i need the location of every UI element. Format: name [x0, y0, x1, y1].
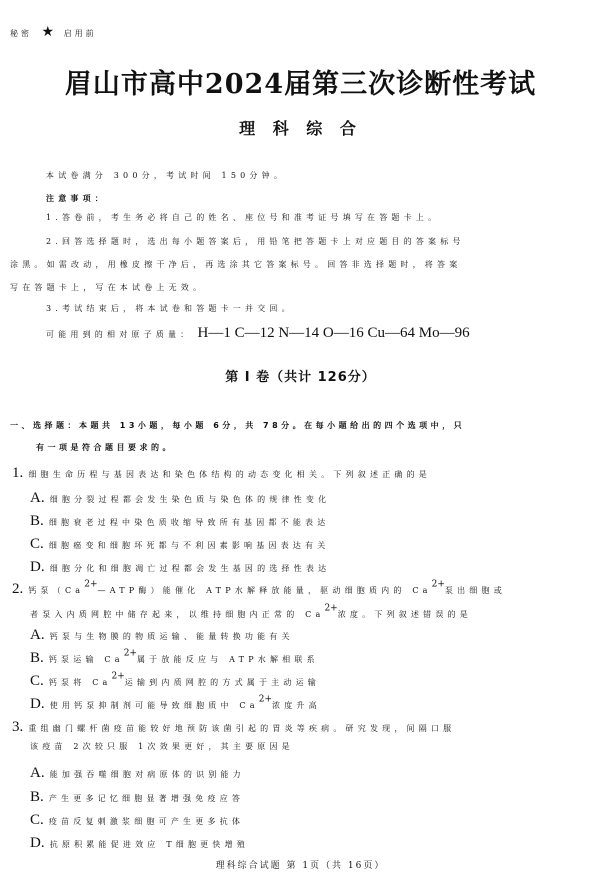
atomic-values: H—1 C—12 N—14 O—16 Cu—64 Mo—96 [197, 325, 470, 341]
question-2-line2 [30, 602, 472, 621]
option-text: 能加强吞噬细胞对病原体的识别能力 [49, 770, 245, 779]
question-stem: 重组幽门螺杆菌疫苗能较好地预防该菌引起的胃炎等疾病。研究发现，间隔口服 [28, 724, 456, 733]
atomic-label: 可能用到的相对原子质量： [46, 330, 193, 339]
stem-part: 泵出细胞或 [444, 586, 506, 595]
question-3-line2: 该疫苗 2次较只服 1次效果更好，其主要原因是 [30, 742, 294, 751]
atomic-mass-line [46, 322, 470, 342]
option-label: C. [30, 812, 44, 828]
superscript: 2+ [123, 648, 137, 659]
stem-part: 钙泵（Ca [28, 586, 85, 595]
q2-option-d[interactable] [30, 693, 321, 713]
option-text: 细胞癌变和细胞坏死都与不利因素影响基因表达有关 [48, 541, 330, 550]
stem-part: 浓度。下列叙述错误的是 [337, 610, 472, 619]
part1-line2: 有一项是符合题目要求的。 [36, 443, 174, 452]
question-stem: 细胞生命历程与基因表达和染色体结构的动态变化相关。下列叙述正确的是 [28, 470, 431, 479]
option-text: 产生更多记忆细胞显著增强免疫应答 [48, 794, 245, 803]
page-footer: 理科综合试题 第 1页（共 16页） [215, 861, 386, 871]
q1-option-b[interactable] [30, 510, 329, 530]
option-label: B. [30, 513, 44, 529]
option-text: 疫苗反复刺激浆细胞可产生更多抗体 [48, 817, 245, 826]
option-text: 运输到内质网腔的方式属于主动运输 [124, 678, 320, 687]
stem-part: —ATP酶）能催化 ATP水解释放能量，驱动细胞质内的 Ca [97, 586, 432, 595]
question-2 [12, 578, 506, 598]
question-number: 2. [12, 581, 24, 597]
option-label: A. [30, 490, 45, 506]
option-text: 钙泵与生物膜的物质运输、能量转换功能有关 [49, 632, 294, 641]
option-label: A. [30, 627, 45, 643]
secret-left: 秘密 [10, 29, 32, 38]
option-label: D. [30, 696, 45, 712]
q2-option-b[interactable] [30, 647, 319, 667]
score-text: 本试卷满分 300分，考试时间 150分钟。 [46, 171, 287, 180]
option-text: 抗原积累能促进效应 T细胞更快增殖 [49, 840, 249, 849]
note-1: 1.答卷前，考生务必将自己的姓名、座位号和准考证号填写在答题卡上。 [46, 213, 441, 222]
note-2a: 2.回答选择题时，选出每小题答案后，用铅笔把答题卡上对应题目的答案标号 [46, 237, 465, 246]
note-2c: 写在答题卡上，写在本试卷上无效。 [10, 283, 206, 292]
superscript: 2+ [324, 603, 338, 614]
question-number: 1. [12, 465, 24, 481]
q1-option-d[interactable] [30, 556, 330, 576]
option-text: 钙泵将 Ca [48, 678, 112, 687]
q1-option-a[interactable] [30, 487, 330, 507]
option-label: A. [30, 765, 45, 781]
option-label: B. [30, 650, 44, 666]
star-icon: ★ [41, 24, 55, 40]
option-label: C. [30, 673, 44, 689]
q3-option-b[interactable] [30, 786, 244, 806]
option-text: 钙泵运输 Ca [48, 655, 124, 664]
option-text: 细胞衰老过程中染色质收缩导致所有基因都不能表达 [48, 518, 330, 527]
part1-line1: 一、选择题：本题共 13小题，每小题 6分，共 78分。在每小题给出的四个选项中，只 [10, 421, 466, 430]
option-text: 细胞分裂过程都会发生染色质与染色体的规律性变化 [49, 495, 331, 504]
q1-option-c[interactable] [30, 533, 329, 553]
section-title: 第 Ⅰ 卷（共计 126分） [225, 370, 376, 385]
secret-label [10, 24, 97, 40]
option-label: D. [30, 559, 45, 575]
option-text: 细胞分化和细胞凋亡过程都会发生基因的选择性表达 [49, 564, 331, 573]
q3-option-a[interactable] [30, 762, 245, 782]
superscript: 2+ [111, 671, 125, 682]
stem-part: 者泵入内质网腔中储存起来，以维持细胞内正常的 Ca [30, 610, 325, 619]
option-label: D. [30, 835, 45, 851]
option-text: 浓度升高 [272, 701, 321, 710]
superscript: 2+ [431, 579, 445, 590]
question-number: 3. [12, 719, 24, 735]
page-subtitle: 理 科 综 合 [239, 119, 362, 138]
page-title: 眉山市高中2024届第三次诊断性考试 [64, 69, 537, 100]
q2-option-a[interactable] [30, 624, 294, 644]
superscript: 2+ [84, 579, 98, 590]
q3-option-c[interactable] [30, 809, 244, 829]
superscript: 2+ [258, 694, 273, 705]
note-2b: 涂黑。如需改动，用橡皮擦干净后，再选涂其它答案标号。回答非选择题时，将答案 [10, 260, 462, 269]
question-3 [12, 716, 455, 736]
option-text: 使用钙泵抑制剂可能导致细胞质中 Ca [49, 701, 259, 710]
notes-title: 注意事项： [46, 194, 107, 203]
option-label: B. [30, 789, 44, 805]
secret-right: 启用前 [63, 29, 97, 38]
option-text: 属于放能反应与 ATP水解相联系 [136, 655, 319, 664]
option-label: C. [30, 536, 44, 552]
q3-option-d[interactable] [30, 832, 249, 852]
note-3: 3.考试结束后，将本试卷和答题卡一并交回。 [46, 304, 294, 313]
question-1 [12, 462, 431, 482]
q2-option-c[interactable] [30, 670, 320, 690]
